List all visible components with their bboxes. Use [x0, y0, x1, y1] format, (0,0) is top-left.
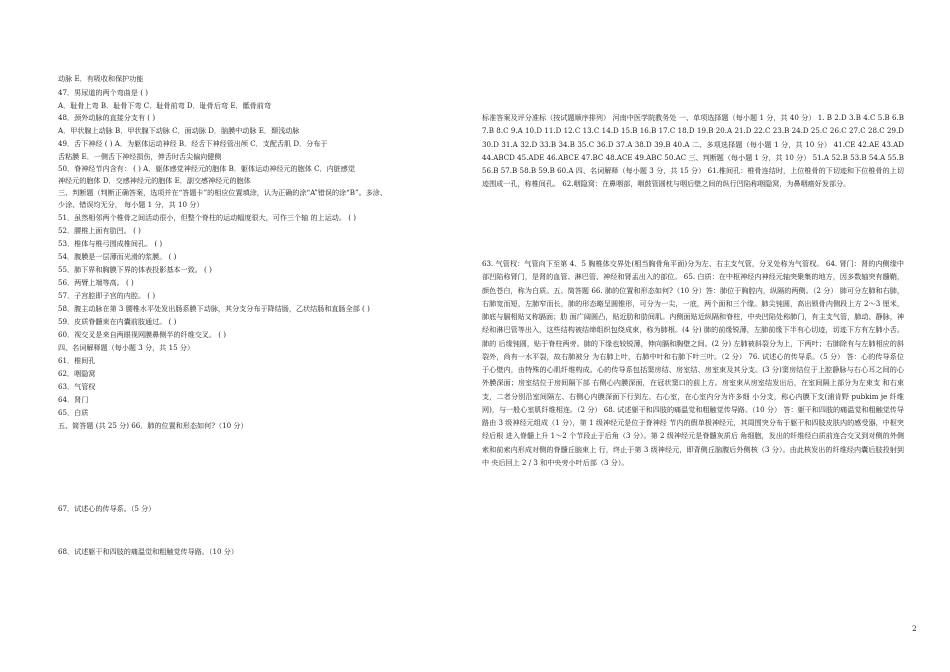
question-64: 64．肾门: [58, 395, 89, 404]
question-53: 53．椎体与椎弓围成椎间孔。 ( ): [58, 239, 163, 248]
options-49-cont: 舌粘膜 E．一侧舌下神经损伤，伸舌时舌尖偏向健侧: [58, 152, 222, 161]
text-line: 动脉 E．有吸收和保护功能: [58, 74, 144, 83]
question-61: 61．椎间孔: [58, 356, 96, 365]
question-47: 47．男尿道的两个弯曲是 ( ): [58, 88, 149, 97]
answer-key-part2: 63. 气管杈：气管向下至第 4、5 胸椎体交界处(相当胸骨角平面)分为左、右主支气管，分叉处称为气管杈。 64. 肾门：肾的内侧缘中部凹陷称肾门，是肾的血管、淋巴管、神经和肾盂出入的部位。 65. 白质：在中枢神经内神经元轴突聚集的地方，因多数轴突有髓鞘，颜色苍白，称为白质。五、简答题 66. 肺的位置和形态如何?（10 分）答：肺位于胸腔内，纵隔的两侧。（2 分） 肺可分左肺和右肺，右肺宽而短，左肺窄而长，肺的形态略呈圆锥形，可分为一尖，一底，两个面和三个缘。肺尖钝圆，高出锁骨内侧段上方 2～3 厘米，肺底与膈相贴又称膈面；肋 面广阔圆凸，贴近肋和肋间肌。内侧面贴近纵隔和脊柱，中央凹陷处称肺门，有主支气管，肺动、静脉，神经和淋巴管等出入，这些结构被结缔组织包绕成束，称为肺根。(4 分) 肺的前缘锐薄，左肺前缘下半有心切迹，切迹下方有左肺小舌。肺的 后缘钝圆，贴于脊柱两旁。肺的下缘也较锐薄，伸向膈和胸壁之间。(2 分) 左肺被斜裂分为上，下两叶；右肺除有与左肺相应的斜裂外，尚有一水平裂，故右肺被分 为右肺上叶，右肺中叶和右肺下叶三叶。（2 分） 76. 试述心的传导系。（5 分） 答：心的传导系位于心壁内，由特殊的心肌纤维构成。心的传导系包括窦房结、房室结、房室束及其分支。(3 分)窦房结位于上腔静脉与右心耳之间的心外膜深面；房室结位于房间隔下部 右侧心内膜深面，在冠状窦口的前上方。房室束从房室结发出后，在室间隔上部分为左束支 和右束支，二者分别沿室间隔左、右侧心内膜深面下行到左、右心室，在心室内分为许多细 小分支，称心内膜下支(浦肯野 pubkim je 纤维网)，与一般心室肌纤维相连。（2 分） 68. 试述躯干和四肢的痛温觉和粗触觉传导路。（10 分） 答：躯干和四肢的痛温觉和粗触觉传导路由 3 级神经元组成（1 分），第 1 级神经元是位于脊神经 节内的假单极神经元，其周围突分布于躯干和四肢皮肤内的感受器，中枢突经后根 进入脊髓上升 1～2 个节段止于后角（3 分）。第 2 级神经元是脊髓灰质后 角细胞，发出的纤维经白质前连合交叉到对侧的外侧索和前索内形成对侧的脊髓丘脑束上 行，终止于第 3 级神经元，即背侧丘脑腹后外侧核（3 分）。由此核发出的纤维经内囊后肢投射到中 央后回上 2 / 3 和中央旁小叶后部（3 分）。: [482, 259, 904, 467]
answer-key-part1: 标准答案及评分准标（按试题顺序排列） 河南中医学院教务处 一、单项选择题（每小题 1 分，共 40 分） 1. B 2.D 3.B 4.C 5.B 6.B 7.B 8.C 9.A 10.D 11.D 12.C 13.C 14.D 15.B 16.B 17.C 18.D 19.B 20.A 21.D 22.C 23.B 24.D 25.C 26.C 27.C 28.C 29.D 30.D 31.A 32.D 33.B 34.B 35.C 36.D 37.A 38.D 39.B 40.A 二、多项选择题（每小题 1 分，共 10 分） 41.CE 42.AE 43.AD 44.ABCD 45.ADE 46.ABCE 47.BC 48.ACE 49.ABC 50.AC 三、判断题（每小题 1 分，共 10 分） 51.A 52.B 53.B 54.A 55.B 56.B 57.B 58.B 59.B 60.A 四、名词解释（每小题 3 分，共 15 分） 61.椎间孔：椎骨连结时，上位椎骨的下切迹和下位椎骨的上切迹围成一孔，称椎间孔。 62.咽隐窝：在鼻咽部，咽鼓管圆枕与咽后壁之间的纵行凹陷称咽隐窝，为鼻咽癌好发部分。: [482, 113, 904, 189]
question-54: 54．腹膜是一层薄而光滑的浆膜。 ( ): [58, 252, 177, 261]
question-65: 65．白质: [58, 408, 89, 417]
page-number: 2: [912, 624, 917, 633]
question-52: 52．腰椎上面有肋凹。 ( ): [58, 226, 141, 235]
question-59: 59．皮质脊髓束在内囊前肢通过。 ( ): [58, 317, 177, 326]
section-5-heading: 五、简答题 (共 25 分) 66．肺的位置和形态如何?（10 分）: [58, 421, 248, 430]
section-4-heading: 四、名词解释题（每小题 3 分，共 15 分）: [58, 343, 195, 352]
question-55: 55．肺下界和胸膜下界的体表投影基本一致。 ( ): [58, 265, 212, 274]
question-48: 48．颈外动脉的直接分支有 ( ): [58, 113, 156, 122]
question-51: 51．虽然相邻两个椎骨之间活动很小，但整个脊柱的运动幅度很大，可作三个轴 的上运动。 ( ): [58, 213, 356, 222]
question-62: 62．咽隐窝: [58, 369, 96, 378]
question-68: 68．试述躯干和四肢的痛温觉和粗触觉传导路。（10 分）: [58, 547, 238, 556]
question-67: 67．试述心的传导系。（5 分）: [58, 504, 156, 513]
section-3-heading: 三、判断题（判断正确答案，选项并在“答题卡”的相应位置填涂，认为正确的涂“A”错误的涂“B”。多涂、: [58, 188, 387, 197]
section-3-heading-cont: 少涂、错误均无分， 每小题 1 分，共 10 分）: [58, 200, 204, 209]
options-50-cont: 神经元的胞体 D．交感神经元的胞体 E．副交感神经元的胞体: [58, 176, 251, 185]
question-63: 63．气管杈: [58, 382, 96, 391]
question-58: 58．腹主动脉在第 3 腰椎水平处发出肠系膜下动脉，其分支分布于降结肠，乙状结肠和直肠全部 ( ): [58, 304, 370, 313]
question-56: 56．两臂上端等高。 ( ): [58, 278, 134, 287]
options-47: A．耻骨上弯 B．耻骨下弯 C．耻骨前弯 D．耻骨后弯 E．骶骨前弯: [58, 101, 271, 110]
question-57: 57．子宫腔即子宫的内腔。 ( ): [58, 291, 156, 300]
question-60: 60．视交叉是来自两眼视网膜鼻侧半的纤维交叉。 ( ): [58, 330, 227, 339]
question-49: 49．舌下神经 ( ) A．为躯体运动神经 B．经舌下神经管出颅 C．支配舌肌 D．分布于: [58, 139, 328, 148]
options-48: A．甲状腺上动脉 B．甲状腺下动脉 C．面动脉 D．脑膜中动脉 E．颞浅动脉: [58, 126, 300, 135]
question-50: 50．脊神经节内含有： ( ) A．躯体感觉神经元的胞体 B．躯体运动神经元的胞体 C．内脏感觉: [58, 164, 355, 173]
